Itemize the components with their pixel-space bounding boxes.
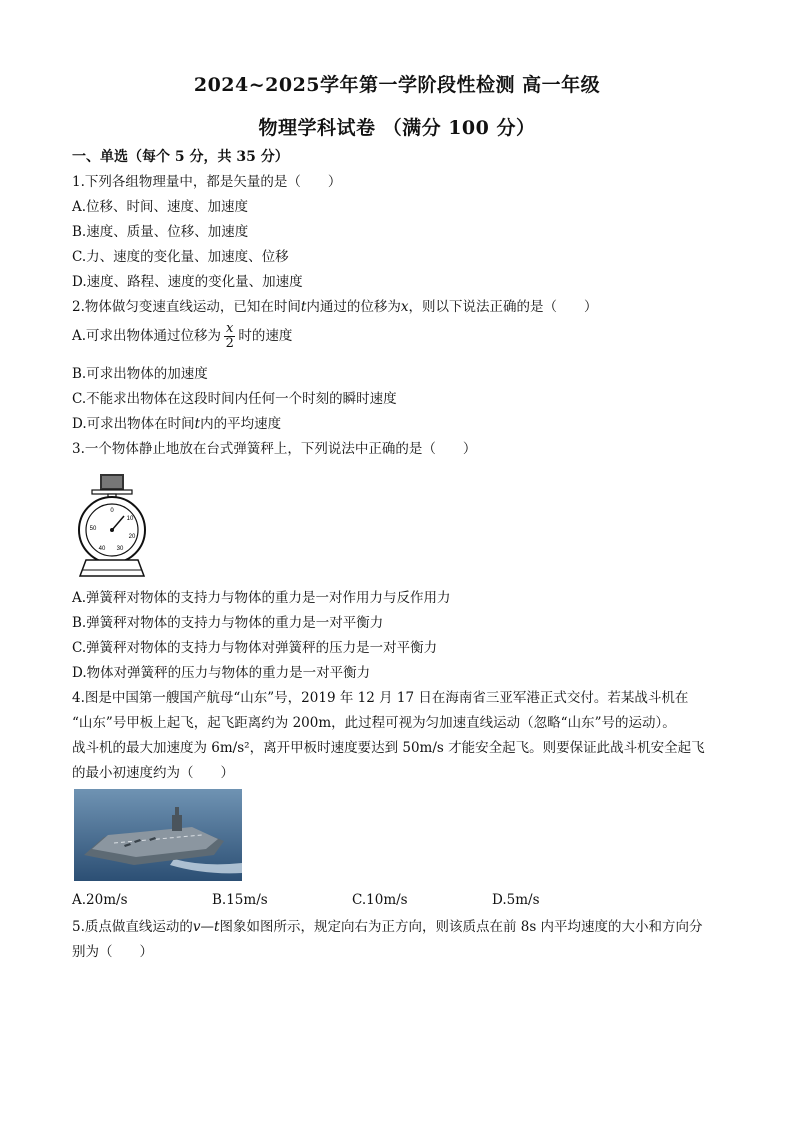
q5-stem-line2: 别为（ ） xyxy=(72,944,153,960)
spring-scale-figure xyxy=(72,472,152,580)
q1-option-d: D.速度、路程、速度的变化量、加速度 xyxy=(72,274,303,290)
q2-option-a xyxy=(72,322,292,351)
scale-platform xyxy=(92,490,132,494)
fraction-denominator: 2 xyxy=(225,336,234,351)
fraction xyxy=(224,322,235,351)
tick-label: 10 xyxy=(126,516,134,522)
q2-d-var: t xyxy=(194,416,201,432)
q3-option-b: B.弹簧秤对物体的支持力与物体的重力是一对平衡力 xyxy=(72,615,384,631)
fraction-numerator: x xyxy=(226,321,234,336)
q2-a-pre: A.可求出物体通过位移为 xyxy=(72,328,222,344)
q2-stem-pre: 2.物体做匀变速直线运动，已知在时间 xyxy=(72,299,301,315)
tick-label: 30 xyxy=(116,546,124,552)
exam-subtitle: 物理学科试卷 （满分 100 分） xyxy=(258,117,536,139)
q2-var-x: x xyxy=(400,299,409,315)
q2-d-post: 内的平均速度 xyxy=(200,416,282,432)
q5-stem-line1 xyxy=(72,918,703,936)
q4-stem-line1: 4.图是中国第一艘国产航母“山东”号，2019 年 12 月 17 日在海南省三亚军港正式交付。若某战斗机在 xyxy=(72,690,689,706)
tick-label: 40 xyxy=(98,546,106,552)
q2-option-c: C.不能求出物体在这段时间内任何一个时刻的瞬时速度 xyxy=(72,391,397,407)
tick-label: 0 xyxy=(110,508,114,514)
q4-option-a: A.20m/s xyxy=(72,892,128,908)
exam-title: 2024~2025学年第一学阶段性检测 高一年级 xyxy=(193,74,601,96)
q4-option-d: D.5m/s xyxy=(492,892,540,908)
q1-option-a: A.位移、时间、速度、加速度 xyxy=(72,199,249,215)
q4-option-b: B.15m/s xyxy=(212,892,268,908)
q2-option-b: B.可求出物体的加速度 xyxy=(72,366,208,382)
q1-stem: 1.下列各组物理量中，都是矢量的是（ ） xyxy=(72,174,342,190)
q4-stem-line2: “山东”号甲板上起飞，起飞距离约为 200m，此过程可视为匀加速直线运动（忽略“山东”号的运动）。 xyxy=(72,715,676,731)
q4-stem-line4: 的最小初速度约为（ ） xyxy=(72,765,234,781)
q5-var-vt: v—t xyxy=(192,919,220,935)
q3-option-d: D.物体对弹簧秤的压力与物体的重力是一对平衡力 xyxy=(72,665,371,681)
q2-stem xyxy=(72,298,597,316)
q2-a-post: 时的速度 xyxy=(238,328,293,344)
q3-option-a: A.弹簧秤对物体的支持力与物体的重力是一对作用力与反作用力 xyxy=(72,590,451,606)
q1-option-b: B.速度、质量、位移、加速度 xyxy=(72,224,249,240)
q4-stem-line3: 战斗机的最大加速度为 6m/s²，离开甲板时速度要达到 50m/s 才能安全起飞。则要保证此战斗机安全起飞 xyxy=(72,740,705,756)
section-heading: 一、单选（每个 5 分，共 35 分） xyxy=(72,149,289,165)
q4-option-c: C.10m/s xyxy=(352,892,408,908)
q2-stem-post: ，则以下说法正确的是（ ） xyxy=(408,299,598,315)
tick-label: 20 xyxy=(128,534,136,540)
tick-label: 50 xyxy=(89,526,97,532)
q3-stem: 3.一个物体静止地放在台式弹簧秤上，下列说法中正确的是（ ） xyxy=(72,441,477,457)
q5-post: 图象如图所示，规定向右为正方向，则该质点在前 8s 内平均速度的大小和方向分 xyxy=(219,919,703,935)
q2-option-d xyxy=(72,415,281,433)
q2-d-pre: D.可求出物体在时间 xyxy=(72,416,195,432)
q2-var-t: t xyxy=(300,299,307,315)
q3-option-c: C.弹簧秤对物体的支持力与物体对弹簧秤的压力是一对平衡力 xyxy=(72,640,438,656)
ship-island xyxy=(172,815,182,831)
aircraft-carrier-photo xyxy=(74,789,242,881)
q5-pre: 5.质点做直线运动的 xyxy=(72,919,193,935)
scale-base xyxy=(80,560,144,576)
q2-stem-mid: 内通过的位移为 xyxy=(306,299,401,315)
q1-option-c: C.力、速度的变化量、加速度、位移 xyxy=(72,249,289,265)
